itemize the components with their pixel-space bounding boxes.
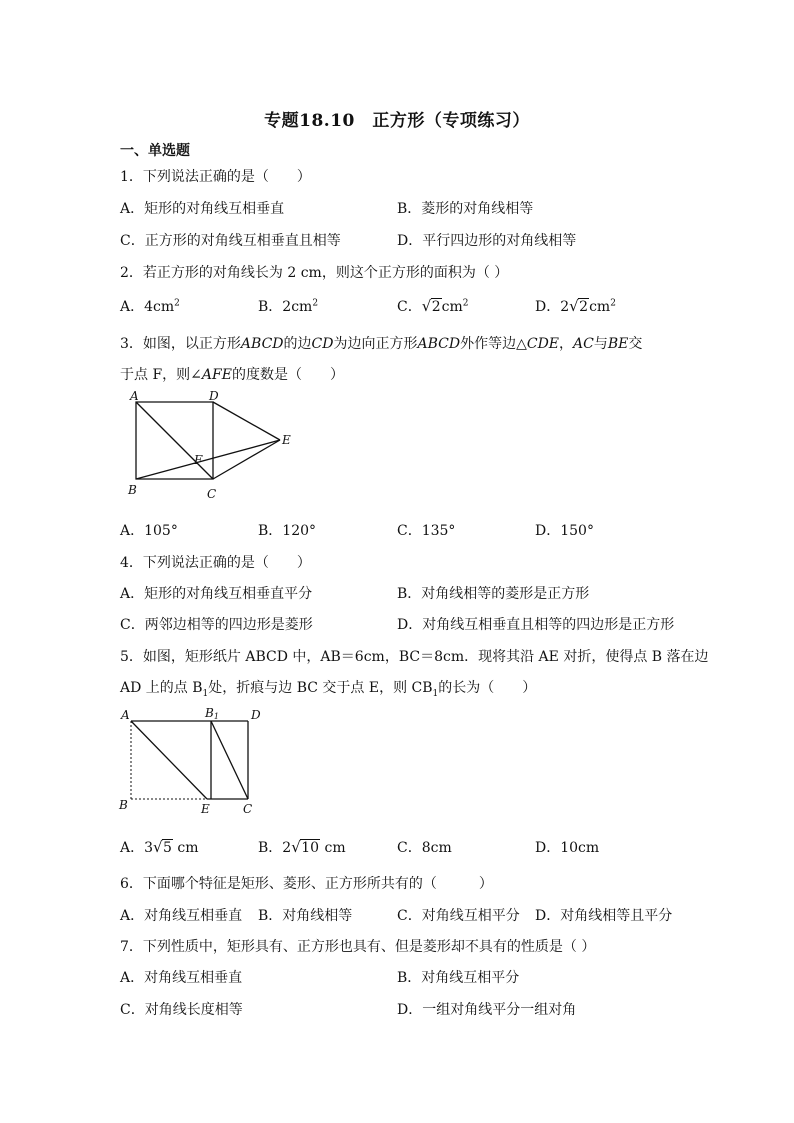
q5-stem-line1: 5．如图，矩形纸片 ABCD 中，AB＝6cm，BC＝8cm．现将其沿 AE 对折，使得点 B 落在边 (120, 649, 709, 665)
q3-segment-ce (213, 440, 280, 479)
q4-option-b: B．对角线相等的菱形是正方形 (397, 586, 590, 602)
sqrt-symbol: √ 2 (422, 299, 442, 315)
q3-segment-de (213, 402, 280, 440)
section-heading: 一、单选题 (120, 143, 190, 159)
q4-option-a: A．矩形的对角线互相垂直平分 (120, 586, 313, 602)
q5-label-a: A (121, 708, 130, 722)
q3-option-b: B．120° (258, 523, 317, 539)
q3-label-e: E (282, 433, 291, 447)
q5-label-c: C (243, 802, 253, 816)
q7-option-c: C．对角线长度相等 (120, 1002, 243, 1018)
q6-option-a: A．对角线互相垂直 (120, 908, 243, 924)
q3-stem-line1: 3．如图，以正方形ABCD的边CD为边向正方形ABCD外作等边△CDE，AC与BE交 (120, 336, 643, 352)
q3-option-d: D．150° (535, 523, 594, 539)
q7-option-d: D．一组对角线平分一组对角 (397, 1002, 577, 1018)
q2-stem: 2．若正方形的对角线长为 2 cm，则这个正方形的面积为（ ） (120, 265, 509, 281)
q6-option-b: B．对角线相等 (258, 908, 353, 924)
q3-diagonal-ac (136, 402, 213, 479)
q5-label-d: D (251, 708, 261, 722)
q1-option-c: C．正方形的对角线互相垂直且相等 (120, 233, 341, 249)
q5-label-b1: B1 (205, 706, 219, 721)
q5-fold-ae (131, 721, 207, 799)
q2-option-a: A．$4cm^2$ (120, 298, 180, 315)
q1-option-b: B．菱形的对角线相等 (397, 201, 534, 217)
q3-label-d: D (209, 390, 219, 403)
q5-label-b: B (119, 798, 128, 812)
q5-option-c: C．8cm (397, 840, 452, 856)
q2-option-b: B．$2cm^2$ (258, 298, 319, 315)
sqrt-symbol: √ 5 (153, 840, 173, 856)
q1-option-d: D．平行四边形的对角线相等 (397, 233, 577, 249)
q1-stem: 1．下列说法正确的是（ ） (120, 169, 311, 185)
q6-option-d: D．对角线相等且平分 (535, 908, 673, 924)
q5-option-b: B．2√ 10 cm (258, 837, 346, 857)
q5-option-d: D．10cm (535, 840, 600, 856)
q4-option-d: D．对角线互相垂直且相等的四边形是正方形 (397, 617, 675, 633)
q3-label-f: F (194, 453, 203, 467)
sqrt-symbol: √ 2 (569, 299, 589, 315)
q2-option-d: D．2√ $2cm^2$ (535, 296, 616, 316)
page-title: 专题18.10 正方形（专项练习） (264, 111, 530, 131)
sqrt-symbol: √ 10 (291, 840, 320, 856)
q3-label-b: B (128, 483, 137, 497)
q3-label-c: C (207, 487, 217, 501)
q5-stem-line2: AD 上的点 $B_1$处，折痕与边 BC 交于点 E，则 $CB_1$的长为（ ） (120, 680, 537, 699)
q5-segment-b1c (211, 721, 248, 799)
q2-option-c: C．√ $2cm^2$ (397, 296, 469, 316)
q6-stem: 6．下面哪个特征是矩形、菱形、正方形所共有的（ ） (120, 876, 493, 892)
q6-option-c: C．对角线互相平分 (397, 908, 520, 924)
q3-label-a: A (130, 390, 139, 403)
q5-label-e: E (201, 802, 210, 816)
q7-option-b: B．对角线互相平分 (397, 970, 520, 986)
q5-figure (115, 703, 265, 818)
q5-option-a: A．3√ 5 cm (120, 837, 199, 857)
q1-option-a: A．矩形的对角线互相垂直 (120, 201, 285, 217)
q3-option-a: A．105° (120, 523, 178, 539)
q7-option-a: A．对角线互相垂直 (120, 970, 243, 986)
q3-option-c: C．135° (397, 523, 456, 539)
q7-stem: 7．下列性质中，矩形具有、正方形也具有、但是菱形却不具有的性质是（ ） (120, 939, 596, 955)
q3-figure (120, 390, 310, 508)
q4-stem: 4．下列说法正确的是（ ） (120, 555, 311, 571)
q4-option-c: C．两邻边相等的四边形是菱形 (120, 617, 313, 633)
q3-stem-line2: 于点 F，则∠AFE的度数是（ ） (120, 367, 344, 383)
